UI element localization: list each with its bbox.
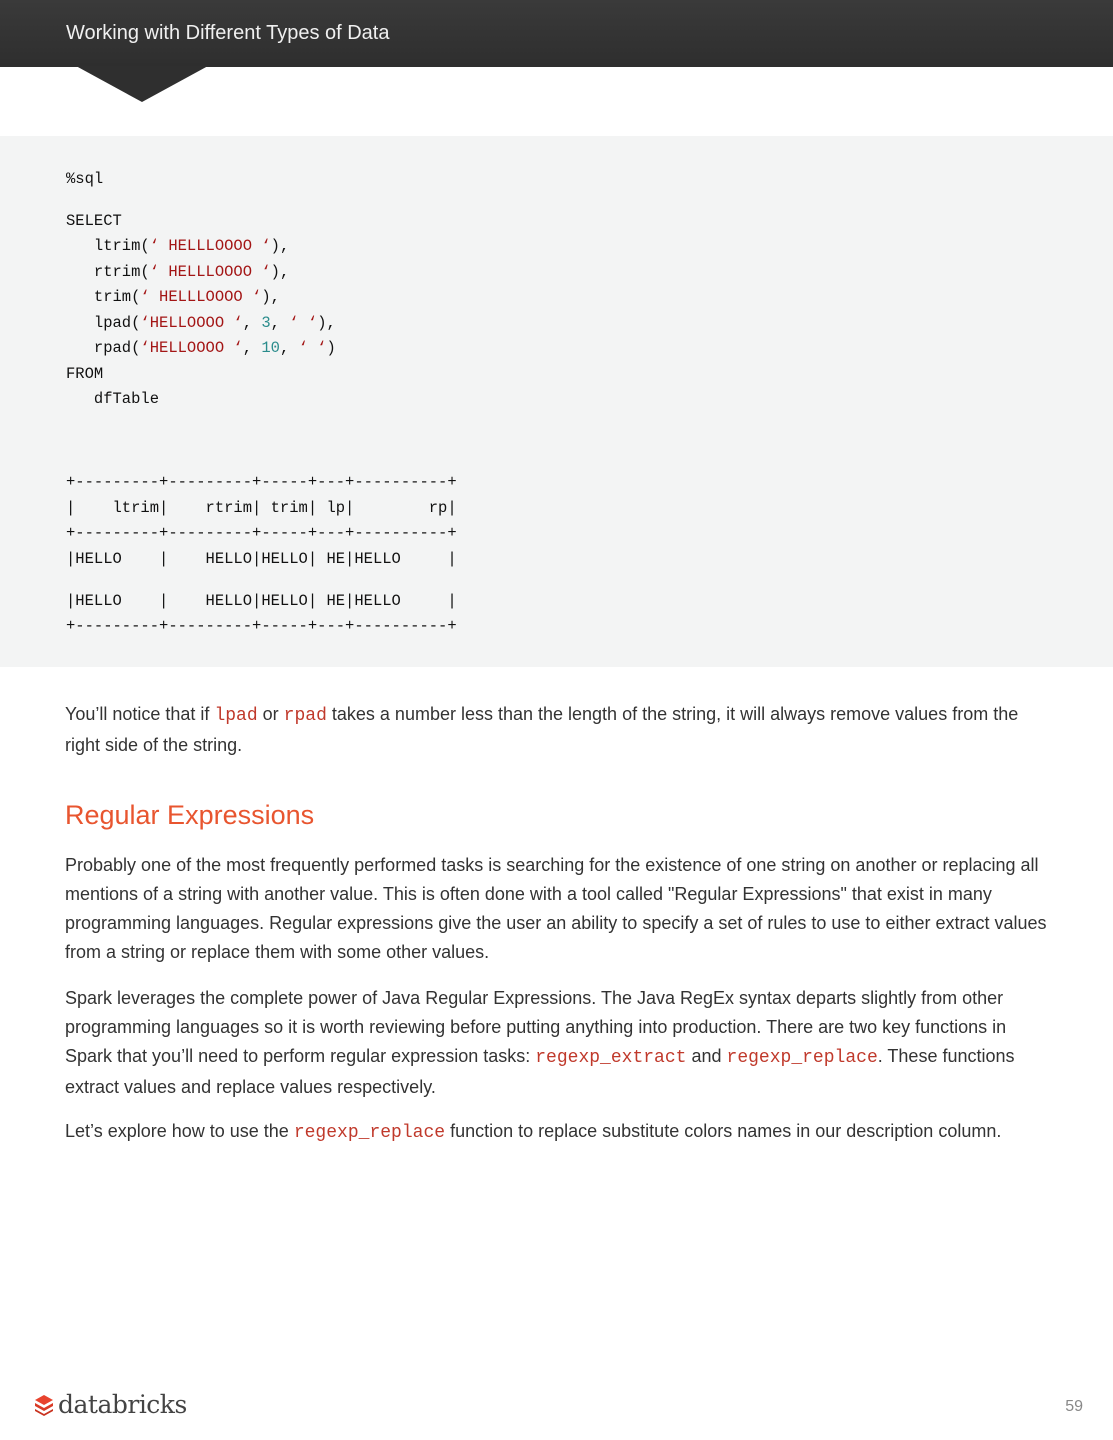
code-token: , (270, 314, 290, 332)
inline-code: regexp_replace (726, 1048, 878, 1068)
inline-code: regexp_replace (293, 1123, 446, 1143)
code-token: lpad( (66, 314, 141, 332)
code-string: ‘ ‘ (298, 339, 327, 357)
code-token: ), (317, 314, 336, 332)
inline-code: rpad (283, 706, 327, 726)
paragraph-java-regex: Spark leverages the complete power of Java Regular Expressions. The Java RegEx syntax departs slightly from other programming languages so it is worth reviewing before putting anything into production. There are two key functions in Spark that you’ll need to perform regular expression tasks: regexp_extract and regexp_replace. These functions extract values and replace values respectively. (65, 988, 1015, 1097)
code-token: ), (270, 237, 290, 255)
code-number: 10 (261, 339, 280, 357)
code-string: ‘ ‘ (289, 314, 318, 332)
databricks-stack-icon (34, 1394, 54, 1416)
output-table-line: +---------+---------+-----+---+----------+ (66, 617, 457, 635)
paragraph-regex-intro: Probably one of the most frequently performed tasks is searching for the existence of one string on another or replacing all mentions of a string with another value. This is often done with a tool called "Regular Expressions" that exist in many programming languages. Regular expressions give the user an ability to specify a set of rules to use to either extract values from a string or replace them with some other values. (65, 855, 1047, 962)
paragraph-lpad-note: You’ll notice that if lpad or rpad takes a number less than the length of the string, it will always remove values from the right side of the string. (65, 704, 1019, 755)
code-token: FROM (66, 365, 104, 383)
code-line (66, 390, 159, 408)
code-token: %sql (66, 170, 104, 188)
code-token: SELECT (66, 212, 122, 230)
header-title: Working with Different Types of Data (66, 22, 390, 44)
output-table-line: +---------+---------+-----+---+----------+ (66, 524, 457, 542)
code-line (66, 237, 289, 255)
page-header (0, 0, 1113, 67)
code-line (66, 212, 122, 230)
code-string: ‘HELLOOOO ‘ (140, 314, 243, 332)
header-notch (76, 66, 208, 102)
code-token: ), (270, 263, 290, 281)
code-token: , (242, 314, 262, 332)
inline-code: lpad (214, 706, 258, 726)
code-line (66, 365, 103, 383)
code-number: 3 (261, 314, 271, 332)
code-token: ) (326, 339, 336, 357)
code-string: ‘ HELLLOOOO ‘ (149, 237, 271, 255)
output-table-line: +---------+---------+-----+---+----------+ (66, 473, 457, 491)
output-table-line: | ltrim| rtrim| trim| lp| rp| (66, 499, 457, 517)
code-token: ltrim( (66, 237, 150, 255)
code-block (0, 136, 1113, 667)
code-token: , (242, 339, 262, 357)
logo-text: databricks (58, 1390, 187, 1419)
databricks-logo (34, 1390, 187, 1419)
code-token: trim( (66, 288, 141, 306)
code-token: dfTable (66, 390, 160, 408)
code-token: rpad( (66, 339, 141, 357)
code-token: , (279, 339, 299, 357)
code-token: ), (261, 288, 280, 306)
code-line (66, 263, 289, 281)
code-line (66, 314, 336, 332)
output-table-line: |HELLO | HELLO|HELLO| HE|HELLO | (66, 592, 457, 610)
paragraph-explore: Let’s explore how to use the regexp_replace function to replace substitute colors names in our description column. (65, 1121, 1002, 1143)
code-string: ‘ HELLLOOOO ‘ (140, 288, 262, 306)
section-heading: Regular Expressions (65, 800, 315, 830)
code-string: ‘ HELLLOOOO ‘ (149, 263, 271, 281)
code-line (66, 339, 336, 357)
code-token: rtrim( (66, 263, 150, 281)
code-line (66, 288, 280, 306)
output-table-line: |HELLO | HELLO|HELLO| HE|HELLO | (66, 550, 457, 568)
code-line (66, 170, 103, 188)
page-number: 59 (1065, 1398, 1083, 1415)
code-string: ‘HELLOOOO ‘ (140, 339, 243, 357)
inline-code: regexp_extract (535, 1048, 687, 1068)
